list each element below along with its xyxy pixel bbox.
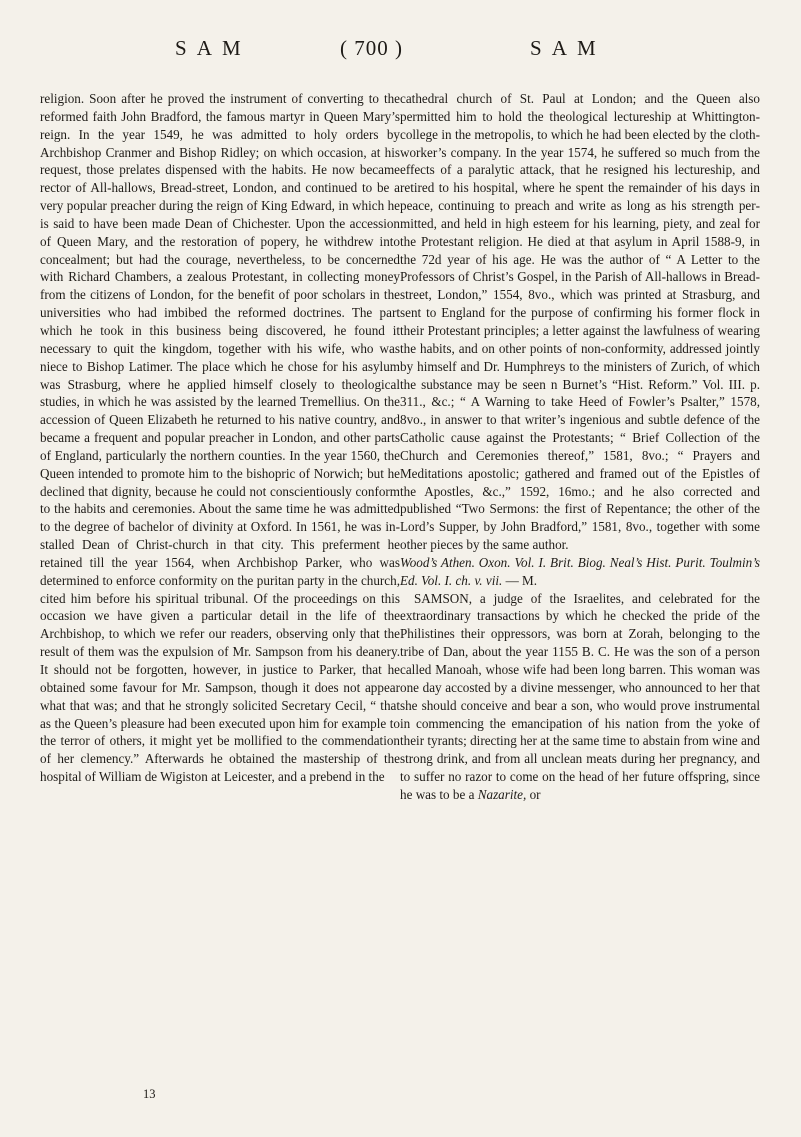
right-paragraph: cathedral church of St. Paul at London; and the Queen also permitted him to hold the theological lectureship at Whittington-college in the metropolis, to which he had been elected by the cloth-worker’s company. In the year 1574, he suffered so much from the effects of a paralytic attack, that he resigned his lectureship, and retired to his hospital, where he spent the remainder of his days in peace, continuing to preach and write as long as his strength permitted, and held in high esteem for his learning, piety, and zeal for the Protestant religion. He died at that asylum in April 1588-9, in the 72d year of his age. He was the author of “ A Letter to the Professors of Christ’s Gospel, in the Parish of All-hallows in Bread-street, London,” 1554, 8vo., which was printed at Strasburg, and sent to England for the purpose of confirming his former flock in their Protestant principles; a letter against the lawfulness of wearing the habits, and on other points of non-conformity, addressed jointly by himself and Dr. Humphreys to the ministers of Zurich, of which the substance may be seen n Burnet’s “Hist. Reform.” Vol. III. p. 311., &c.; “ A Warning to take Heed of Fowler’s Psalter,” 1578, 8vo., in answer to that writer’s ingenious and subtle defence of the Catholic cause against the Protestants; “ Brief Collection of the Church and Ceremonies thereof,” 1581, 8vo.; “ Prayers and Meditations apostolic; gathered and framed out of the Epistles of the Apostles, &c.,” 1592, 16mo.; and he also corrected and published “Two Sermons: the first of Repentance; the other of the Lord’s Supper, by John Bradford,” 1581, 8vo., together with some other pieces by the same author.: [400, 91, 760, 553]
header-right: S A M: [530, 36, 599, 60]
header-left: S A M: [175, 36, 244, 60]
references-signature: — M.: [502, 572, 537, 588]
left-paragraph: religion. Soon after he proved the instrument of converting to the reformed faith John Bradford, the famous martyr in Queen Mary’s reign. In the year 1549, he was admitted to holy orders by Archbishop Cranmer and Bishop Ridley; on which occasion, at his request, those prelates dispensed with the habits. He now became rector of All-hallows, Bread-street, London, and continued to be a very popular preacher during the reign of King Edward, in which he is said to have been made Dean of Chichester. Upon the accession of Queen Mary, and the restoration of popery, he withdrew into concealment; but had the courage, nevertheless, to be concerned with Richard Chambers, a zealous Protestant, in collecting money from the citizens of London, for the benefit of poor scholars in the universities who had imbibed the reformed doctrines. The part which he took in this business being discovered, he found it necessary to quit the kingdom, together with his wife, who was niece to Bishop Latimer. The place which he chose for his asylum was Strasburg, where he applied himself closely to theological studies, in which he was assisted by the learned Tremellius. On the accession of Queen Elizabeth he returned to his native country, and became a frequent and popular preacher in London, and other parts of England, particularly the northern counties. In the year 1560, the Queen intended to promote him to the bishopric of Norwich; but he declined that dignity, because he could not conscientiously conform to the habits and ceremonies. About the same time he was admitted to the degree of bachelor of divinity at Oxford. In 1561, he was installed Dean of Christ-church in that city. This preferment he retained till the year 1564, when Archbishop Parker, who was determined to enforce conformity on the puritan party in the church, cited him before his spiritual tribunal. Of the proceedings on this occasion we have given a particular detail in the life of the Archbishop, to which we refer our readers, observing only that the result of them was the expulsion of Mr. Sampson from his deanery. It should not be forgotten, however, in justice to Parker, that he obtained some favour for Mr. Sampson, though it does not appear what that was; and that he strongly solicited Secretary Cecil, “ that as the Queen’s pleasure had been executed upon him for example to the terror of others, it might yet be mollified to the commendation of her clemency.” Afterwards he obtained the mastership of the hospital of William de Wigiston at Leicester, and a prebend in the: [40, 91, 400, 785]
samson-text: SAMSON, a judge of the Israelites, and celebrated for the extraordinary transactions by which he checked the pride of the Philistines their oppressors, was born at Zorah, belonging to the tribe of Dan, about the year 1155 B. C. He was the son of a person called Manoah, whose wife had been long barren. This woman was one day accosted by a divine messenger, who announced to her that she should conceive and bear a son, who would prove instrumental in commencing the emancipation of his nation from the yoke of their tyrants; directing her at the same time to abstain from wine and strong drink, and from all unclean meats during her pregnancy, and to suffer no razor to come on the head of her future offspring, since he was to be a: [400, 590, 760, 802]
signature-mark: 13: [143, 1087, 156, 1101]
running-header: [0, 36, 801, 68]
references: [400, 554, 760, 590]
samson-italic: Nazarite,: [477, 786, 527, 802]
references-text: Wood’s Athen. Oxon. Vol. I. Brit. Biog. Neal’s Hist. Purit. Toulmin’s Ed. Vol. I. ch. v. vii.: [400, 554, 760, 588]
page-number: ( 700 ): [340, 36, 403, 60]
samson-end: or: [526, 786, 541, 802]
samson-entry: [400, 590, 760, 804]
left-column: [40, 90, 400, 786]
right-column: [400, 90, 760, 804]
